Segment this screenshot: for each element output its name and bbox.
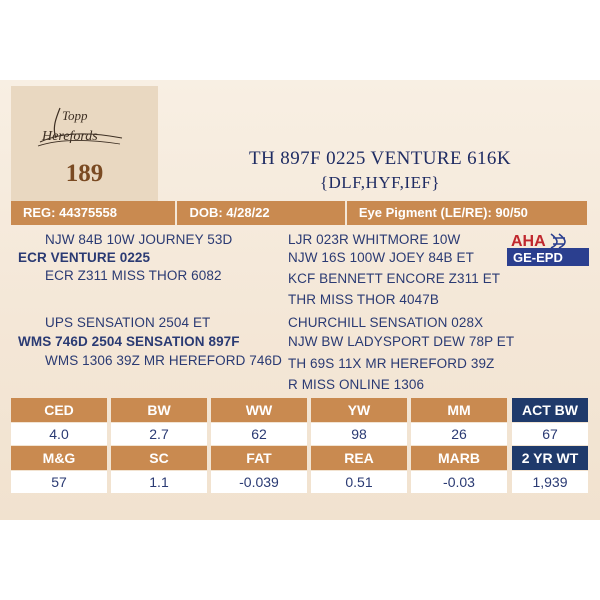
lot-number: 189 [65,160,104,187]
epd-value-yw: 98 [311,423,407,445]
epd-value-bw: 2.7 [111,423,207,445]
epd-header-rea: REA [311,446,407,470]
eye-pigment: Eye Pigment (LE/RE): 90/50 [345,201,587,225]
epd-header-ced: CED [11,398,107,422]
pedigree-ancestor-6: NJW BW LADYSPORT DEW 78P ET [288,334,515,349]
epd-value-ww: 62 [211,423,307,445]
actual-birth-weight-value: 67 [512,423,588,445]
two-year-weight-label: 2 YR WT [512,446,588,470]
two-year-weight-value: 1,939 [512,471,588,493]
epd-header-sc: SC [111,446,207,470]
genetic-codes: {DLF,HYF,IEF} [319,173,441,192]
pedigree-dam-sire: UPS SENSATION 2504 ET [45,315,211,330]
epd-value-rea: 0.51 [311,471,407,493]
topp-herefords-logo [30,98,130,158]
pedigree-sire-dam: ECR Z311 MISS THOR 6082 [45,268,222,283]
epd-header-ww: WW [211,398,307,422]
epd-header-yw: YW [311,398,407,422]
epd-value-sc: 1.1 [111,471,207,493]
epd-value-fat: -0.039 [211,471,307,493]
info-bar [11,201,587,225]
actual-birth-weight-label: ACT BW [512,398,588,422]
pedigree-sire: ECR VENTURE 0225 [18,250,151,265]
epd-value-mg: 57 [11,471,107,493]
pedigree-ancestor-4: THR MISS THOR 4047B [288,292,439,307]
pedigree-ancestor-8: R MISS ONLINE 1306 [288,377,425,392]
aha-ge-epd-logo [507,230,589,266]
logo-word-herefords: Herefords [42,129,98,144]
epd-header-fat: FAT [211,446,307,470]
registration-number: REG: 44375558 [23,205,117,220]
pedigree-sire-sire: NJW 84B 10W JOURNEY 53D [45,232,233,247]
pedigree-ancestor-7: TH 69S 11X MR HEREFORD 39Z [288,356,495,371]
epd-header-bw: BW [111,398,207,422]
logo-word-topp: Topp [62,108,88,123]
epd-value-ced: 4.0 [11,423,107,445]
pedigree-dam: WMS 746D 2504 SENSATION 897F [18,334,240,349]
epd-header-mg: M&G [11,446,107,470]
epd-header-marb: MARB [411,446,507,470]
ge-epd-text: GE-EPD [513,250,563,265]
pedigree-ancestor-3: KCF BENNETT ENCORE Z311 ET [288,271,501,286]
pedigree-ancestor-1: LJR 023R WHITMORE 10W [288,232,461,247]
epd-value-marb: -0.03 [411,471,507,493]
pedigree-ancestor-2: NJW 16S 100W JOEY 84B ET [288,250,474,265]
aha-text: AHA [511,233,546,250]
animal-name: TH 897F 0225 VENTURE 616K [249,148,511,169]
pedigree-ancestor-5: CHURCHILL SENSATION 028X [288,315,484,330]
pedigree-dam-dam: WMS 1306 39Z MR HEREFORD 746D [45,353,282,368]
date-of-birth: DOB: 4/28/22 [175,201,342,225]
epd-header-mm: MM [411,398,507,422]
epd-value-mm: 26 [411,423,507,445]
